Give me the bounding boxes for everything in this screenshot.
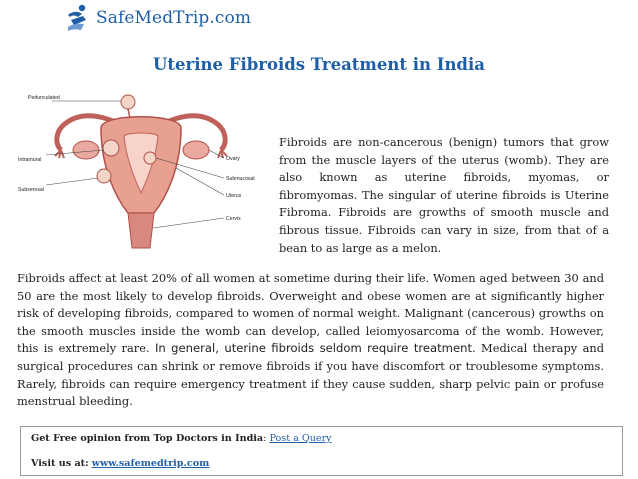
footer-box (20, 426, 623, 476)
cervix-shape (128, 213, 154, 248)
ovary-left-shape (73, 141, 99, 159)
post-query-link[interactable]: Post a Query (269, 433, 332, 444)
label-submucosal: Submucosal (226, 176, 255, 182)
label-ovary: Ovary (226, 156, 240, 162)
body-text-part3: Medical therapy and surgical procedures can shrink or remove fibroids if you have discomfort or troublesome symptoms. Rarely, fibroids can require emergency treatment if they cause sudden, sharp pelvic pain or profuse menstrual bleeding. (17, 341, 604, 409)
uterus-diagram (16, 88, 266, 263)
fibroid-submucosal-shape (144, 152, 156, 164)
intro-paragraph: Fibroids are non-cancerous (benign) tumors that grow from the muscle layers of the uterus (womb). They are also known as uterine fibroids, myomas, or fibromyomas. The singular of uterine fibroids is Uterine Fibroma. Fibroids are growths of smooth muscle and fibrous tissue. Fibroids can vary in size, from that of a bean to as large as a melon. (279, 135, 609, 255)
body-paragraph (17, 270, 604, 411)
footer-opinion-line (31, 433, 332, 444)
brand-name: SafeMedTrip.com (96, 8, 252, 28)
opinion-separator: : (263, 433, 267, 444)
ovary-right-shape (183, 141, 209, 159)
brand (62, 3, 251, 33)
fibroid-subserosal-shape (97, 169, 111, 183)
website-link[interactable]: www.safemedtrip.com (91, 458, 210, 469)
label-cervix: Cervix (226, 216, 241, 222)
fibroid-intramural-shape (103, 140, 119, 156)
footer-visit-line (31, 458, 209, 469)
label-pedunculated: Pedunculated (28, 95, 60, 101)
opinion-label: Get Free opinion from Top Doctors in India (31, 433, 264, 444)
body-text-part2: In general, uterine fibroids seldom require treatment. (154, 341, 476, 356)
label-intramural: Intramural (18, 157, 42, 163)
label-uterus: Uterus (226, 193, 242, 199)
visit-label: Visit us at: (31, 458, 89, 469)
fibroid-pedunculated-shape (121, 95, 135, 109)
body-text-part1: Fibroids affect at least 20% of all women at sometime during their life. Women aged between 30 and 50 are the most likely to develop fibroids. Overweight and obese women are at significantly higher risk of developing fibroids, compared to women of normal weight. Malignant (cancerous) growths on the smooth muscles inside the womb can develop, called leiomyosarcoma of the womb. However, this is extremely rare. (17, 271, 604, 356)
page-title: Uterine Fibroids Treatment in India (153, 55, 485, 74)
brand-logo-icon (62, 3, 92, 33)
label-subserosal: Subserosal (18, 187, 44, 193)
